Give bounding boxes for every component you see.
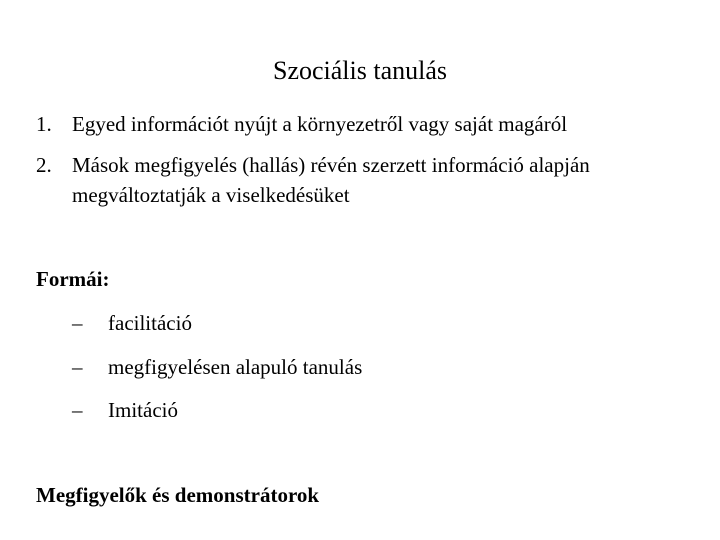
item-text: Egyed információt nyújt a környezetről vagy saját magáról: [72, 112, 568, 136]
item-number: 1.: [36, 112, 52, 136]
footer-heading: Megfigyelők és demonstrátorok: [36, 483, 320, 507]
forms-item-text: Imitáció: [108, 398, 178, 422]
item-text: Mások megfigyelés (hallás) révén szerzett információ alapján megváltoztatják a viselkedésüket: [72, 153, 590, 207]
forms-item-text: megfigyelésen alapuló tanulás: [108, 355, 363, 379]
dash-bullet: –: [72, 311, 83, 335]
forms-heading: Formái:: [36, 267, 110, 291]
forms-item-text: facilitáció: [108, 311, 192, 335]
item-number: 2.: [36, 153, 52, 177]
dash-bullet: –: [72, 398, 83, 422]
slide-title: Szociális tanulás: [272, 56, 447, 85]
dash-bullet: –: [72, 355, 83, 379]
